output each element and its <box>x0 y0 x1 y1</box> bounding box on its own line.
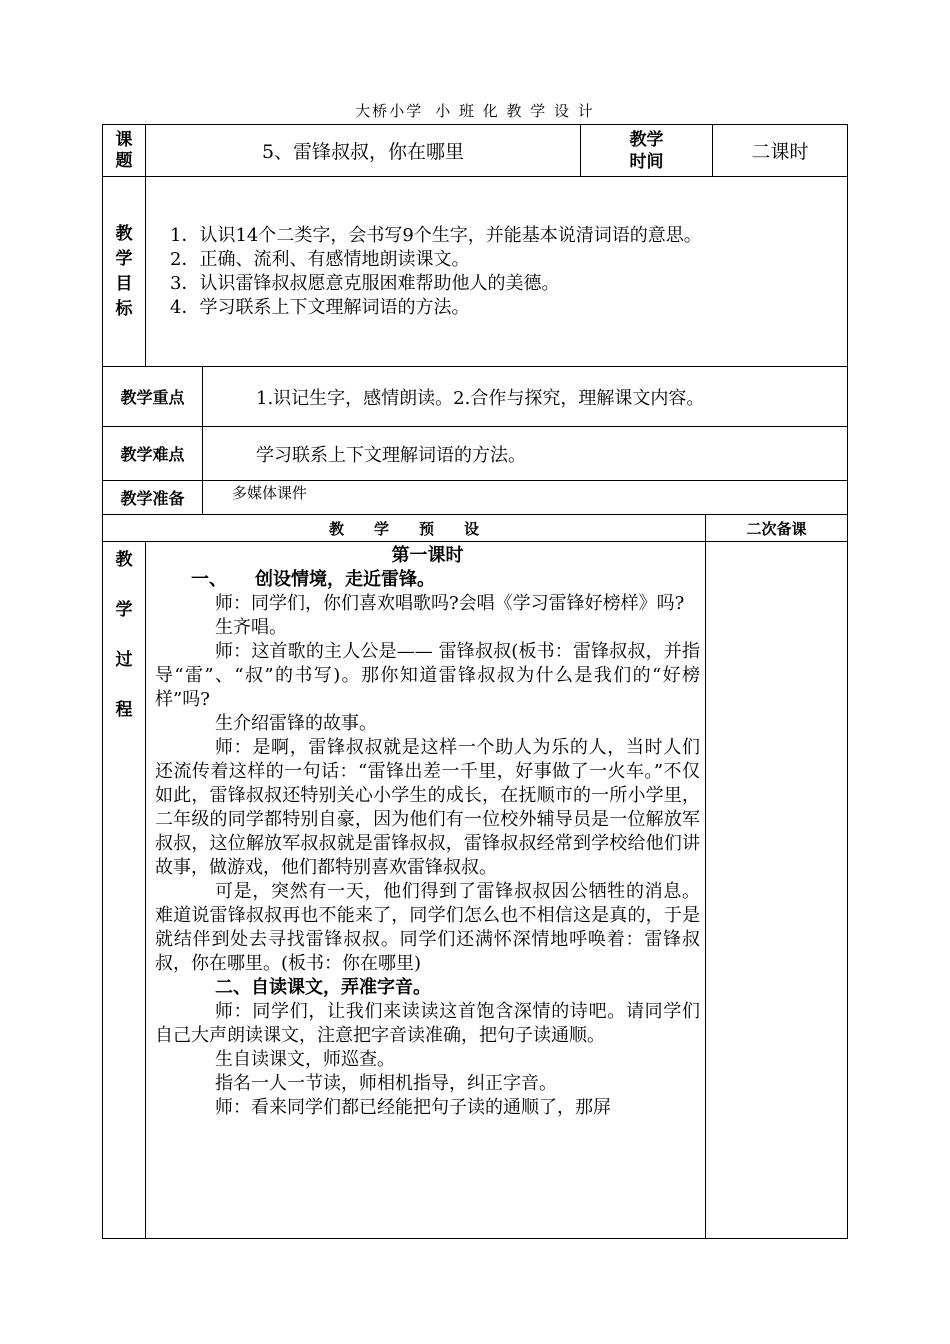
process-label-char: 程 <box>115 700 133 720</box>
process-label-char: 学 <box>115 600 133 620</box>
teaching-time-label: 教学时间 <box>629 129 664 172</box>
preparation-value: 多媒体课件 <box>232 484 308 502</box>
difficulties-value: 学习联系上下文理解词语的方法。 <box>256 444 526 466</box>
section-heading: 一、 创设情境，走近雷锋。 <box>191 569 435 590</box>
lesson-title: 5、雷锋叔叔，你在哪里 <box>261 141 465 163</box>
paragraph: 师：看来同学们都已经能把句子读的通顺了，那屏 <box>215 1097 611 1118</box>
document-title: 小 班 化 教 学 设 计 <box>435 102 595 120</box>
paragraph: 师：同学们，你们喜欢唱歌吗?会唱《学习雷锋好榜样》吗? <box>215 593 685 614</box>
key-points-value: 1.识记生字，感情朗读。2.合作与探究，理解课文内容。 <box>256 387 705 409</box>
process-label-char: 过 <box>115 650 133 670</box>
goal-item: 2．正确、流利、有感情地朗读课文。 <box>170 249 470 270</box>
process-label-char: 教 <box>115 550 133 570</box>
goal-item: 4．学习联系上下文理解词语的方法。 <box>170 297 470 318</box>
section-heading: 二、自读课文，弄准字音。 <box>215 977 431 998</box>
key-points-label: 教学重点 <box>120 388 185 407</box>
paragraph: 生自读课文，师巡查。 <box>215 1049 395 1070</box>
goals-label: 教学目标 <box>115 223 133 319</box>
teaching-time-value: 二课时 <box>751 141 809 163</box>
paragraph: 师：这首歌的主人公是—— 雷锋叔叔(板书：雷锋叔叔，并指导“雷”、“叔”的书写)。那你知道雷锋叔叔为什么是我们的“好榜样”吗? <box>155 641 700 710</box>
goal-item: 3．认识雷锋叔叔愿意克服困难帮助他人的美德。 <box>170 273 560 294</box>
goals-list <box>170 224 840 320</box>
teaching-plan-header: 教 学 预 设 <box>328 519 479 538</box>
topic-label: 课题 <box>115 129 133 171</box>
paragraph: 师：是啊，雷锋叔叔就是这样一个助人为乐的人，当时人们还流传着这样的一句话：“雷锋出差一千里，好事做了一火车。”不仅如此，雷锋叔叔还特别关心小学生的成长，在抚顺市的一所小学里，二年级的同学都特别自豪，因为他们有一位校外辅导员是一位解放军叔叔，这位解放军叔叔就是雷锋叔叔，雷锋叔叔经常到学校给他们讲故事，做游戏，他们都特别喜欢雷锋叔叔。 <box>155 737 700 878</box>
preparation-label: 教学准备 <box>120 489 185 508</box>
paragraph: 生介绍雷锋的故事。 <box>215 713 377 734</box>
paragraph: 可是，突然有一天，他们得到了雷锋叔叔因公牺牲的消息。难道说雷锋叔叔再也不能来了，同学们怎么也不相信这是真的，于是就结伴到处去寻找雷锋叔叔。同学们还满怀深情地呼唤着：雷锋叔叔，你在哪里。(板书：你在哪里) <box>155 881 700 974</box>
process-content <box>155 544 700 1120</box>
paragraph: 指名一人一节读，师相机指导，纠正字音。 <box>215 1073 557 1094</box>
difficulties-label: 教学难点 <box>120 445 185 464</box>
school-name: 大桥小学 <box>355 102 424 120</box>
lesson-period-title: 第一课时 <box>391 545 464 566</box>
second-preparation-header: 二次备课 <box>746 519 807 538</box>
page-header <box>0 100 950 121</box>
paragraph: 生齐唱。 <box>215 617 287 638</box>
paragraph: 师：同学们，让我们来读读这首饱含深情的诗吧。请同学们自己大声朗读课文，注意把字音读准确，把句子读通顺。 <box>155 1001 700 1046</box>
goal-item: 1．认识14个二类字，会书写9个生字，并能基本说清词语的意思。 <box>170 225 702 246</box>
